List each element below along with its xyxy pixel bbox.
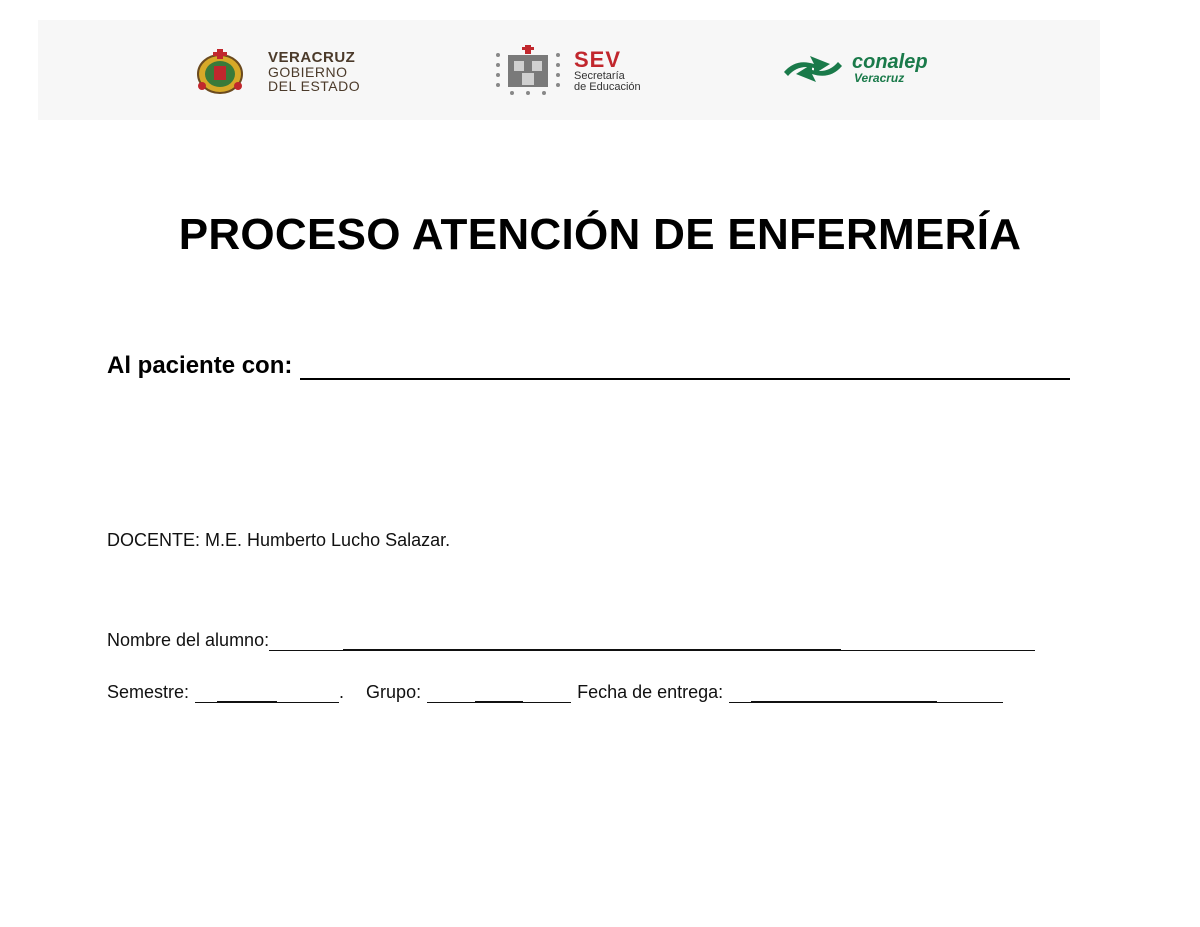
nombre-blank-segment-3[interactable] <box>841 632 1035 651</box>
veracruz-logo-line2: GOBIERNO <box>268 63 348 80</box>
sev-logo-line2: Secretaría <box>574 70 625 82</box>
fecha-blank-segment-3[interactable] <box>937 684 1003 703</box>
fecha-label: Fecha de entrega: <box>577 682 724 702</box>
paciente-label: Al paciente con: <box>107 352 293 379</box>
conalep-logo-line2: Veracruz <box>854 71 905 85</box>
grupo-blank-segment-1[interactable] <box>427 684 475 703</box>
grupo-blank-segment-2[interactable] <box>475 683 523 703</box>
fecha-blank-segment-2[interactable] <box>751 683 937 703</box>
nombre-blank-segment-1[interactable] <box>269 632 343 651</box>
nombre-blank-segment-2[interactable] <box>343 631 841 651</box>
veracruz-coat-of-arms-icon <box>190 46 250 96</box>
sev-emblem-icon <box>492 45 564 97</box>
semestre-label: Semestre: <box>107 682 190 702</box>
semestre-period: . <box>339 682 345 702</box>
sev-logo-line1: SEV <box>574 47 622 72</box>
docente-text: DOCENTE: M.E. Humberto Lucho Salazar. <box>107 530 451 550</box>
fecha-blank-segment-1[interactable] <box>729 684 751 703</box>
veracruz-logo-line3: DEL ESTADO <box>268 77 361 94</box>
grupo-label: Grupo: <box>366 682 422 702</box>
semestre-blank-segment-3[interactable] <box>277 684 339 703</box>
veracruz-logo-line1: VERACRUZ <box>268 48 356 66</box>
sev-logo-line3: de Educación <box>574 81 641 93</box>
semestre-blank-segment-1[interactable] <box>195 684 217 703</box>
paciente-blank[interactable] <box>300 354 1070 380</box>
veracruz-logo <box>190 46 360 96</box>
document-title: PROCESO ATENCIÓN DE ENFERMERÍA <box>178 210 1022 259</box>
sev-logo <box>492 45 641 97</box>
nombre-row <box>107 630 1035 651</box>
nombre-label: Nombre del alumno: <box>107 630 270 650</box>
conalep-logo-line1: conalep <box>852 51 928 73</box>
paciente-field <box>107 352 1070 380</box>
grupo-blank-segment-3[interactable] <box>523 684 571 703</box>
semestre-row <box>107 682 1003 703</box>
semestre-blank-segment-2[interactable] <box>217 683 277 703</box>
conalep-logo <box>780 52 928 84</box>
conalep-arrows-icon <box>780 52 846 84</box>
